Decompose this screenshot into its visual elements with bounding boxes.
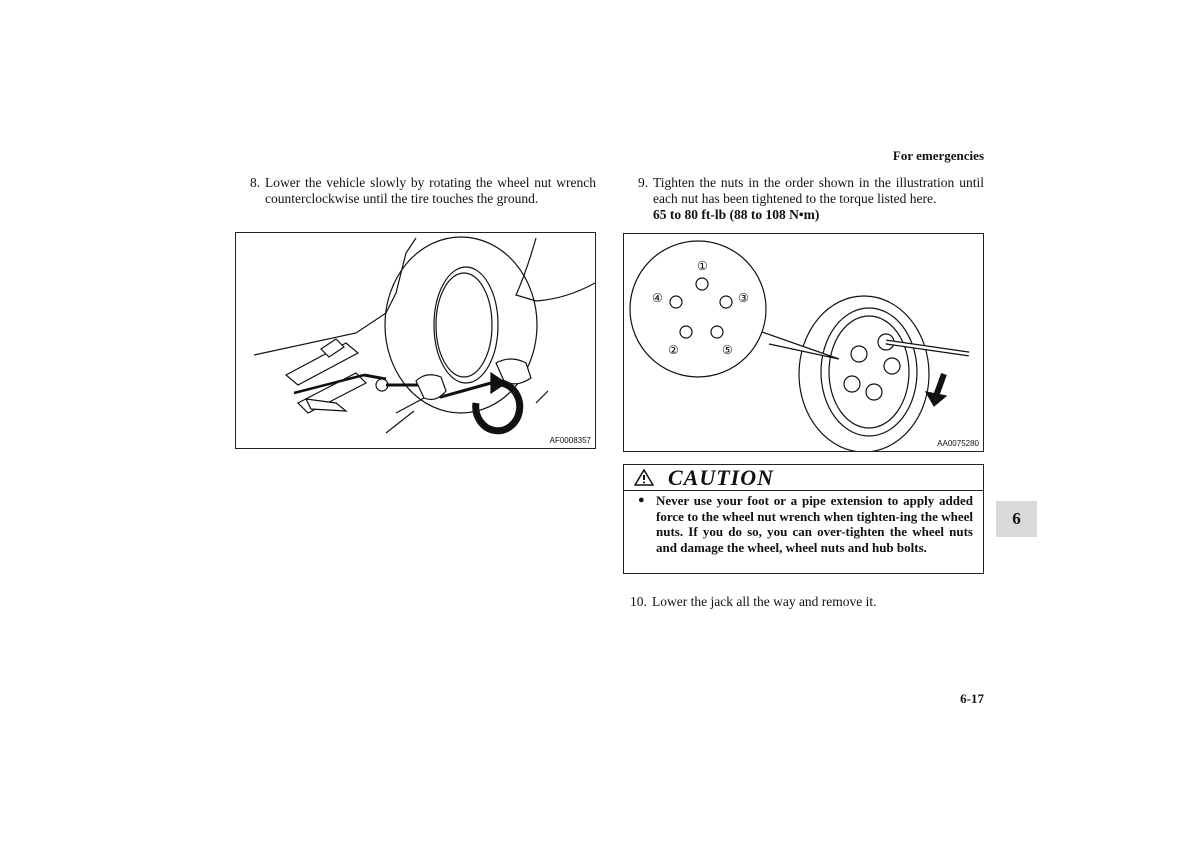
- section-title: For emergencies: [892, 148, 984, 163]
- jack-lowering-figure: [235, 232, 596, 449]
- step-text: Tighten the nuts in the order shown in the illustration until each nut has been tightened to the torque listed here.: [653, 175, 984, 206]
- bullet-icon: ●: [638, 494, 645, 506]
- step-number: 10.: [630, 594, 647, 609]
- nut-label-3: ③: [738, 291, 749, 305]
- caution-box: [623, 464, 984, 574]
- step-text: Lower the vehicle slowly by rotating the wheel nut wrench counterclockwise until the tire touches the ground.: [265, 175, 596, 206]
- warning-triangle-icon: [634, 469, 654, 486]
- caution-label: CAUTION: [668, 465, 775, 490]
- step-text: Lower the jack all the way and remove it.: [652, 594, 877, 609]
- wheel-nut-figure: [623, 233, 984, 452]
- step-number: 8.: [250, 175, 261, 190]
- caution-text: Never use your foot or a pipe extension to apply added force to the wheel nut wrench when tighten-ing the wheel nuts. If you do so, you can over-tighten the wheel nuts and damage the wheel, wheel nuts and hub bolts.: [656, 493, 973, 555]
- torque-spec: 65 to 80 ft-lb (88 to 108 N•m): [653, 207, 820, 222]
- figure-code: AF0008357: [549, 436, 591, 445]
- nut-label-5: ⑤: [722, 343, 733, 357]
- nut-label-4: ④: [652, 291, 663, 305]
- nut-label-1: ①: [697, 259, 708, 273]
- chapter-tab: 6: [996, 501, 1037, 537]
- caution-header: [624, 465, 983, 491]
- page-number: 6-17: [960, 691, 984, 706]
- nut-label-2: ②: [668, 343, 679, 357]
- figure-code: AA0075280: [937, 439, 979, 448]
- step-number: 9.: [638, 175, 649, 190]
- wheel-nut-tightening-illustration: [624, 234, 983, 451]
- jack-lowering-illustration: [236, 233, 595, 448]
